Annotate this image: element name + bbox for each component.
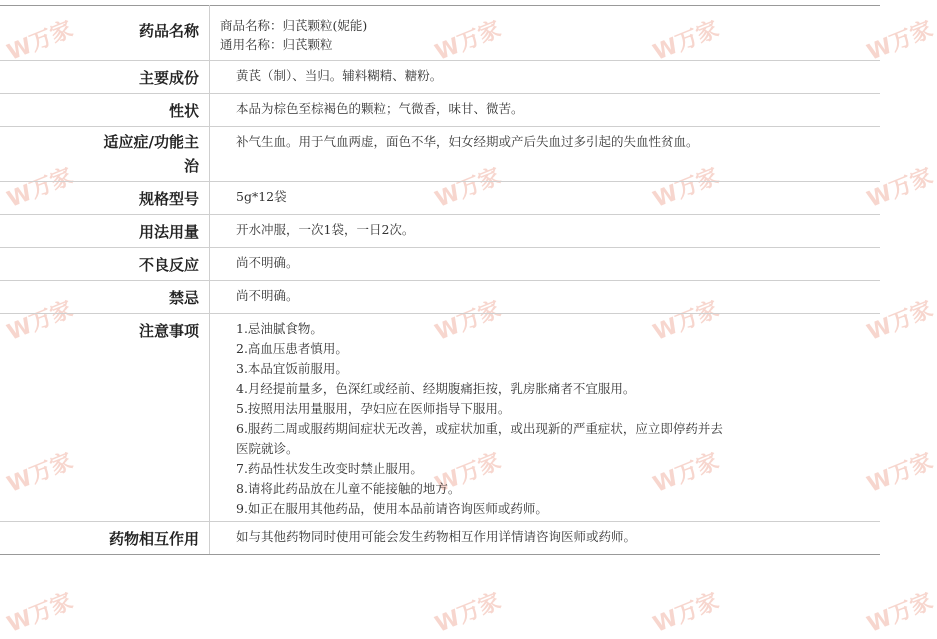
row-contraindications <box>0 281 880 314</box>
row-interactions <box>0 522 880 555</box>
label-ingredients: 主要成份 <box>0 61 210 94</box>
list-item: 4.月经提前量多，色深红或经前、经期腹痛拒按，乳房胀痛者不宜服用。 <box>236 381 636 396</box>
list-item: 7.药品性状发生改变时禁止服用。 <box>236 461 423 476</box>
label-adverse: 不良反应 <box>0 248 210 281</box>
watermark: W万家 <box>863 589 937 638</box>
list-item: 5.按照用法用量服用，孕妇应在医师指导下服用。 <box>236 401 511 416</box>
value-precautions <box>210 314 881 522</box>
label-spec: 规格型号 <box>0 182 210 215</box>
watermark: W万家 <box>863 17 937 66</box>
watermark: W万家 <box>431 589 505 638</box>
watermark: W万家 <box>863 297 937 346</box>
label-precautions: 注意事项 <box>0 314 210 522</box>
value-usage: 开水冲服，一次1袋，一日2次。 <box>210 215 881 248</box>
drug-spec-table <box>0 5 880 555</box>
value-ingredients: 黄芪（制）、当归。辅料糊精、糖粉。 <box>210 61 881 94</box>
label-interactions: 药物相互作用 <box>0 522 210 555</box>
watermark: W万家 <box>863 164 937 213</box>
watermark: W万家 <box>3 17 77 66</box>
list-item: 2.高血压患者慎用。 <box>236 341 348 356</box>
watermark: W万家 <box>3 589 77 638</box>
list-item: 1.忌油腻食物。 <box>236 321 323 336</box>
generic-name: 通用名称：归芪颗粒 <box>220 37 333 52</box>
watermark: W万家 <box>431 17 505 66</box>
list-item: 3.本品宜饭前服用。 <box>236 361 348 376</box>
watermark: W万家 <box>649 17 723 66</box>
row-spec <box>0 182 880 215</box>
watermark: W万家 <box>431 297 505 346</box>
trade-name: 商品名称：归芪颗粒(妮能) <box>220 18 368 33</box>
value-contraindications: 尚不明确。 <box>210 281 881 314</box>
label-contraindications: 禁忌 <box>0 281 210 314</box>
row-usage <box>0 215 880 248</box>
watermark: W万家 <box>649 589 723 638</box>
label-indication: 适应症/功能主 治 <box>0 127 210 182</box>
row-appearance <box>0 94 880 127</box>
watermark: W万家 <box>3 449 77 498</box>
value-indication: 补气生血。用于气血两虚，面色不华，妇女经期或产后失血过多引起的失血性贫血。 <box>210 127 881 182</box>
row-ingredients <box>0 61 880 94</box>
value-adverse: 尚不明确。 <box>210 248 881 281</box>
value-appearance: 本品为棕色至棕褐色的颗粒；气微香，味甘、微苦。 <box>210 94 881 127</box>
watermark: W万家 <box>431 449 505 498</box>
row-adverse <box>0 248 880 281</box>
label-drug-name: 药品名称 <box>0 6 210 61</box>
list-item: 医院就诊。 <box>236 441 299 456</box>
value-spec: 5g*12袋 <box>210 182 881 215</box>
watermark: W万家 <box>3 297 77 346</box>
list-item: 6.服药二周或服药期间症状无改善，或症状加重，或出现新的严重症状，应立即停药并去 <box>236 421 723 436</box>
watermark: W万家 <box>649 449 723 498</box>
label-appearance: 性状 <box>0 94 210 127</box>
watermark: W万家 <box>3 164 77 213</box>
watermark: W万家 <box>649 164 723 213</box>
row-indication <box>0 127 880 182</box>
watermark: W万家 <box>649 297 723 346</box>
list-item: 8.请将此药品放在儿童不能接触的地方。 <box>236 481 461 496</box>
watermark: W万家 <box>431 164 505 213</box>
value-drug-name <box>210 6 881 61</box>
list-item: 9.如正在服用其他药品，使用本品前请咨询医师或药师。 <box>236 501 548 516</box>
row-drug-name <box>0 6 880 61</box>
watermark: W万家 <box>863 449 937 498</box>
value-interactions: 如与其他药物同时使用可能会发生药物相互作用详情请咨询医师或药师。 <box>210 522 881 555</box>
label-usage: 用法用量 <box>0 215 210 248</box>
row-precautions <box>0 314 880 522</box>
